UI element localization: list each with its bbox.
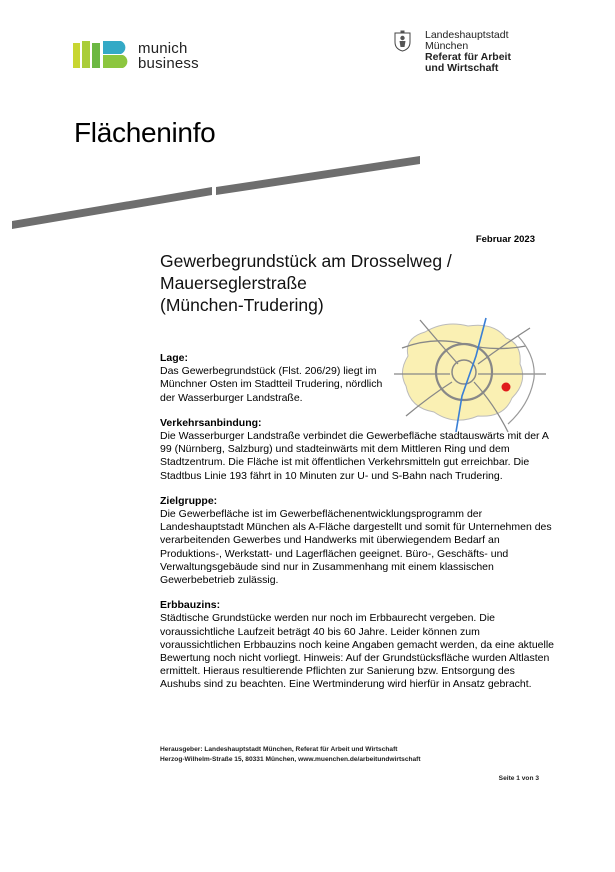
publication-date: Februar 2023 (475, 234, 535, 245)
section-verkehrsanbindung (160, 417, 555, 483)
headline-line-1: Gewerbegrundstück am Drosselweg / (160, 251, 452, 271)
section-heading: Verkehrsanbindung: (160, 416, 262, 429)
section-text: Städtische Grundstücke werden nur noch im Erbbaurecht vergeben. Die voraussichtliche Laufzeit beträgt 40 bis 60 Jahre. Leider können zum voraussichtlichen Erbbauzins noch keine Angaben gemacht werden, da eine aktuelle Bewertung noch nicht vorliegt. Hinweis: Auf der Grundstücksfläche wurden Altlasten ermittelt. Hieraus resultierende Pflichten zur Sanierung bzw. Entsorgung des Aushubs sind zu beachten. Eine Wertminderung wird hierfür in Ansatz gebracht. (160, 612, 555, 691)
munich-business-logo (73, 41, 131, 69)
city-line-1: Landeshauptstadt (425, 29, 509, 41)
brand-line-1: munich (138, 40, 188, 57)
city-line-2: München (425, 40, 469, 52)
section-heading: Erbbauzins: (160, 599, 221, 612)
document-title: Flächeninfo (74, 117, 216, 148)
section-lage (160, 352, 385, 405)
section-erbbauzins (160, 599, 555, 691)
brand-line-2: business (138, 55, 199, 72)
section-text: Die Wasserburger Landstraße verbindet die Gewerbefläche stadtauswärts mit der A 99 (Nürnberg, Salzburg) und stadteinwärts mit dem Mittleren Ring und dem Stadtzentrum. Die Fläche ist mit öffentlichen Verkehrsmitteln gut erreichbar. Die Stadtbus Linie 193 fährt in 10 Minuten zur U- und S-Bahn nach Trudering. (160, 430, 549, 482)
page-number: Seite 1 von 3 (498, 775, 539, 782)
issuer-block (425, 30, 511, 74)
footer-line-1: Herausgeber: Landeshauptstadt München, Referat für Arbeit und Wirtschaft (160, 746, 398, 753)
munich-city-emblem-icon (394, 30, 411, 52)
section-zielgruppe (160, 495, 555, 587)
brand-wordmark (138, 41, 199, 71)
headline-line-3: (München-Trudering) (160, 295, 324, 315)
document-body (160, 352, 555, 704)
section-heading: Lage: (160, 352, 189, 364)
property-headline (160, 250, 500, 316)
decorative-bars (0, 150, 615, 240)
section-text: Die Gewerbefläche ist im Gewerbeflächenentwicklungsprogramm der Landeshauptstadt München als A-Fläche dargestellt und somit für Unternehmen des verarbeitenden Gewerbes und Handwerks mit überwiegendem Bedarf an Produktions-, Werkstatt- und Lagerflächen geeignet. Büro-, Geschäfts- und Verwaltungsgebäude sind nur in Zusammenhang mit einem klassischen Gewerbebetrieb zulässig. (160, 508, 552, 587)
section-text: Das Gewerbegrundstück (Flst. 206/29) liegt im Münchner Osten im Stadtteil Trudering, nördlich der Wasserburger Landstraße. (160, 365, 383, 404)
publisher-footer (160, 745, 421, 765)
department-line-2: und Wirtschaft (425, 62, 499, 74)
footer-line-2: Herzog-Wilhelm-Straße 15, 80331 München, www.muenchen.de/arbeitundwirtschaft (160, 756, 421, 763)
department-line-1: Referat für Arbeit (425, 51, 511, 63)
headline-line-2: Mauerseglerstraße (160, 273, 307, 293)
section-heading: Zielgruppe: (160, 494, 218, 507)
